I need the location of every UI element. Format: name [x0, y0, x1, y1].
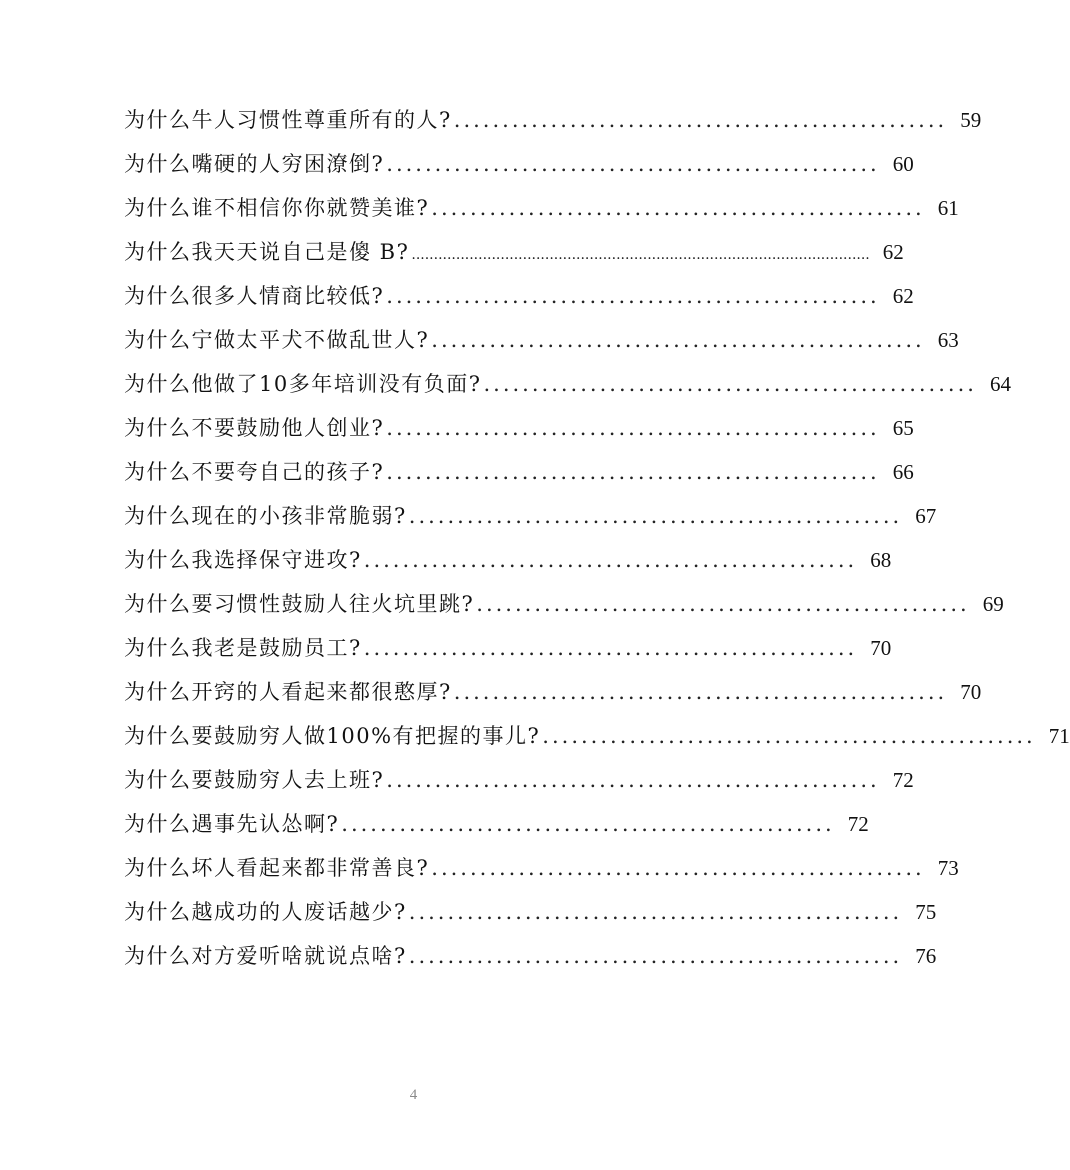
- toc-entry-title: 为什么要鼓励穷人去上班?: [124, 768, 385, 792]
- toc-entry[interactable]: [124, 538, 892, 582]
- toc-entry-page: 67: [915, 504, 937, 528]
- toc-entry-title: 为什么遇事先认怂啊?: [124, 812, 340, 836]
- toc-dot-leader: ...................................................: [341, 812, 835, 836]
- toc-dot-leader: ...................................................: [431, 856, 925, 880]
- toc-entry-page: 72: [847, 812, 869, 836]
- toc-entry-title: 为什么谁不相信你你就赞美谁?: [124, 196, 430, 220]
- toc-entry[interactable]: [124, 450, 914, 494]
- toc-entry[interactable]: [124, 494, 937, 538]
- toc-entry-title: 为什么他做了10多年培训没有负面?: [124, 372, 482, 396]
- toc-entry-title: 为什么不要鼓励他人创业?: [124, 416, 385, 440]
- toc-dot-leader: ...................................................: [386, 416, 880, 440]
- toc-dot-leader: ...................................................: [408, 900, 903, 924]
- toc-entry-title: 为什么宁做太平犬不做乱世人?: [124, 328, 430, 352]
- table-of-contents: [124, 98, 1070, 978]
- toc-entry-page: 64: [989, 372, 1011, 396]
- toc-entry-title: 为什么很多人情商比较低?: [124, 284, 385, 308]
- toc-entry-page: 70: [960, 680, 982, 704]
- page-number: 4: [409, 1087, 418, 1103]
- toc-entry[interactable]: [124, 274, 914, 318]
- toc-entry[interactable]: [124, 362, 1011, 406]
- toc-dot-leader: ...................................................: [386, 152, 880, 176]
- toc-entry-title: 为什么开窍的人看起来都很憨厚?: [124, 680, 452, 704]
- toc-dot-leader: ...................................................: [453, 680, 948, 704]
- toc-entry-page: 62: [882, 240, 904, 264]
- toc-dot-leader: ...................................................: [431, 328, 925, 352]
- toc-dot-leader: ...................................................: [408, 504, 903, 528]
- toc-entry-page: 66: [892, 460, 914, 484]
- toc-dot-leader: ...................................................: [408, 944, 903, 968]
- toc-entry[interactable]: [124, 142, 914, 186]
- toc-dot-leader: ...................................................: [453, 108, 948, 132]
- toc-entry-title: 为什么现在的小孩非常脆弱?: [124, 504, 407, 528]
- toc-entry-page: 60: [892, 152, 914, 176]
- toc-entry[interactable]: [124, 714, 1070, 758]
- toc-entry-page: 69: [982, 592, 1004, 616]
- toc-entry-title: 为什么嘴硬的人穷困潦倒?: [124, 152, 385, 176]
- toc-entry-title: 为什么不要夸自己的孩子?: [124, 460, 385, 484]
- toc-entry-page: 76: [915, 944, 937, 968]
- toc-entry[interactable]: [124, 318, 959, 362]
- toc-entry-title: 为什么牛人习惯性尊重所有的人?: [124, 108, 452, 132]
- toc-dot-leader: ...................................................: [542, 724, 1036, 748]
- toc-dot-leader: ...................................................: [483, 372, 977, 396]
- toc-entry-page: 70: [870, 636, 892, 660]
- toc-entry-page: 62: [892, 284, 914, 308]
- toc-entry-title: 为什么我选择保守进攻?: [124, 548, 362, 572]
- toc-dot-leader: ...................................................: [431, 196, 925, 220]
- toc-entry-page: 68: [870, 548, 892, 572]
- toc-entry-page: 73: [937, 856, 959, 880]
- toc-dot-leader: ...................................................: [476, 592, 970, 616]
- toc-entry-page: 63: [937, 328, 959, 352]
- toc-entry[interactable]: [124, 186, 959, 230]
- toc-entry[interactable]: [124, 582, 1004, 626]
- toc-entry[interactable]: [124, 802, 869, 846]
- toc-entry-title: 为什么我老是鼓励员工?: [124, 636, 362, 660]
- toc-entry[interactable]: [124, 230, 904, 274]
- toc-entry[interactable]: [124, 890, 937, 934]
- toc-entry[interactable]: [124, 934, 937, 978]
- toc-entry-title: 为什么对方爱听啥就说点啥?: [124, 944, 407, 968]
- toc-entry-page: 72: [892, 768, 914, 792]
- toc-entry-title: 为什么我天天说自己是傻 B?: [124, 240, 410, 264]
- toc-dot-leader: ...................................................: [386, 284, 880, 308]
- toc-entry-page: 59: [960, 108, 982, 132]
- toc-entry-title: 为什么坏人看起来都非常善良?: [124, 856, 430, 880]
- toc-entry[interactable]: [124, 846, 959, 890]
- toc-dot-leader: ...................................................: [363, 636, 858, 660]
- toc-entry-title: 为什么要习惯性鼓励人往火坑里跳?: [124, 592, 475, 616]
- toc-entry-page: 75: [915, 900, 937, 924]
- toc-entry[interactable]: [124, 670, 982, 714]
- toc-entry-page: 65: [892, 416, 914, 440]
- toc-entry[interactable]: [124, 758, 914, 802]
- toc-dot-leader: ...................................................: [386, 460, 880, 484]
- toc-dot-leader: ...................................................: [363, 548, 858, 572]
- toc-entry[interactable]: [124, 406, 914, 450]
- toc-entry[interactable]: [124, 626, 892, 670]
- toc-dot-leader: .......................................................................................................: [411, 247, 870, 263]
- toc-entry-page: 71: [1048, 724, 1070, 748]
- toc-dot-leader: ...................................................: [386, 768, 880, 792]
- toc-entry-title: 为什么要鼓励穷人做100%有把握的事儿?: [124, 724, 541, 748]
- toc-entry-page: 61: [937, 196, 959, 220]
- toc-entry[interactable]: [124, 98, 982, 142]
- toc-entry-title: 为什么越成功的人废话越少?: [124, 900, 407, 924]
